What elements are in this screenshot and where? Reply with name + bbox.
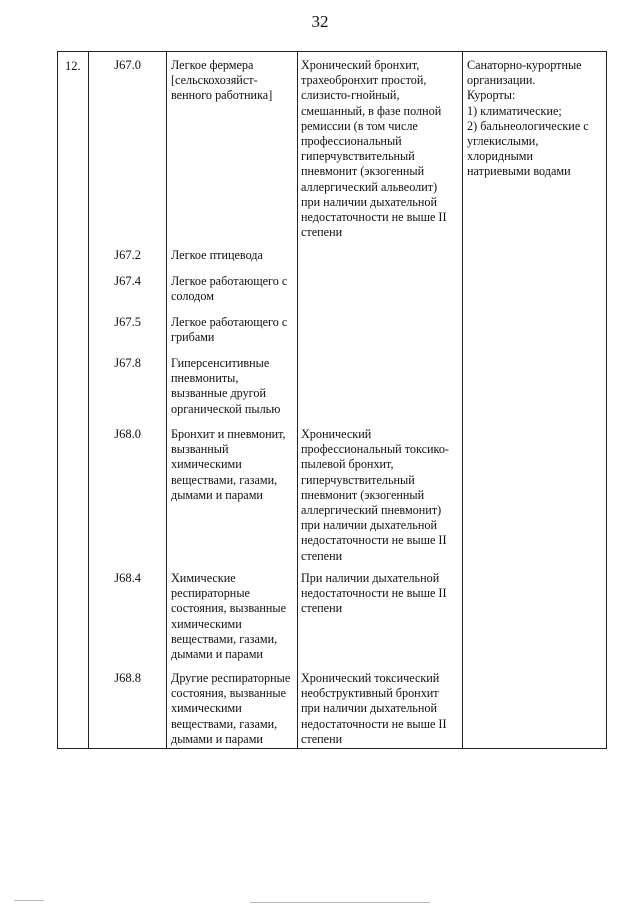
icd-code: J68.8 [114, 671, 141, 685]
page-number: 32 [311, 12, 329, 31]
icd-code: J67.4 [114, 274, 141, 288]
disease-name: Гиперсенситивные пневмониты, вызванные другой органической пылью [171, 356, 281, 416]
diagnosis-condition: Хронический токсический необструктивный бронхит при наличии дыхательной недостаточности не выше II степени [301, 671, 447, 746]
diagnosis-condition: Хронический профессиональный токсико- пылевой бронхит, гиперчувствительный пневмонит (экзогенный аллергический пневмонит) при наличии дыхательной недостаточности не выше II степени [301, 427, 449, 563]
icd-code: J67.0 [114, 58, 141, 72]
icd-code: J67.8 [114, 356, 141, 370]
disease-name: Легкое фермера [сельскохозяйст- венного работника] [171, 58, 273, 103]
disease-name: Легкое работающего с солодом [171, 274, 288, 304]
icd-code: J67.5 [114, 315, 141, 329]
disease-name: Легкое птицевода [171, 248, 263, 262]
column-divider [166, 51, 167, 749]
row-number: 12. [65, 59, 81, 73]
icd-code: J68.4 [114, 571, 141, 585]
column-divider [88, 51, 89, 749]
scan-mark [250, 902, 430, 903]
disease-name: Легкое работающего с грибами [171, 315, 288, 345]
disease-name: Другие респираторные состояния, вызванные химическими веществами, газами, дымами и парами [171, 671, 291, 746]
resort-recommendation: Санаторно-курортные организации. Курорты: 1) климатические; 2) бальнеологические с углекислыми, хлоридными натриевыми водами [467, 58, 589, 179]
disease-name: Бронхит и пневмонит, вызванный химическими веществами, газами, дымами и парами [171, 427, 286, 502]
scan-mark [14, 900, 44, 901]
icd-code: J67.2 [114, 248, 141, 262]
diagnosis-condition: При наличии дыхательной недостаточности не выше II степени [301, 571, 447, 616]
diagnosis-condition: Хронический бронхит, трахеобронхит простой, слизисто-гнойный, смешанный, в фазе полной ремиссии (в том числе профессиональный гиперчувствительный пневмонит (экзогенный аллергический альвеолит) при наличии дыхательной недостаточности не выше II степени [301, 58, 447, 240]
disease-name: Химические респираторные состояния, вызванные химическими веществами, газами, дымами и парами [171, 571, 286, 662]
icd-code: J68.0 [114, 427, 141, 441]
